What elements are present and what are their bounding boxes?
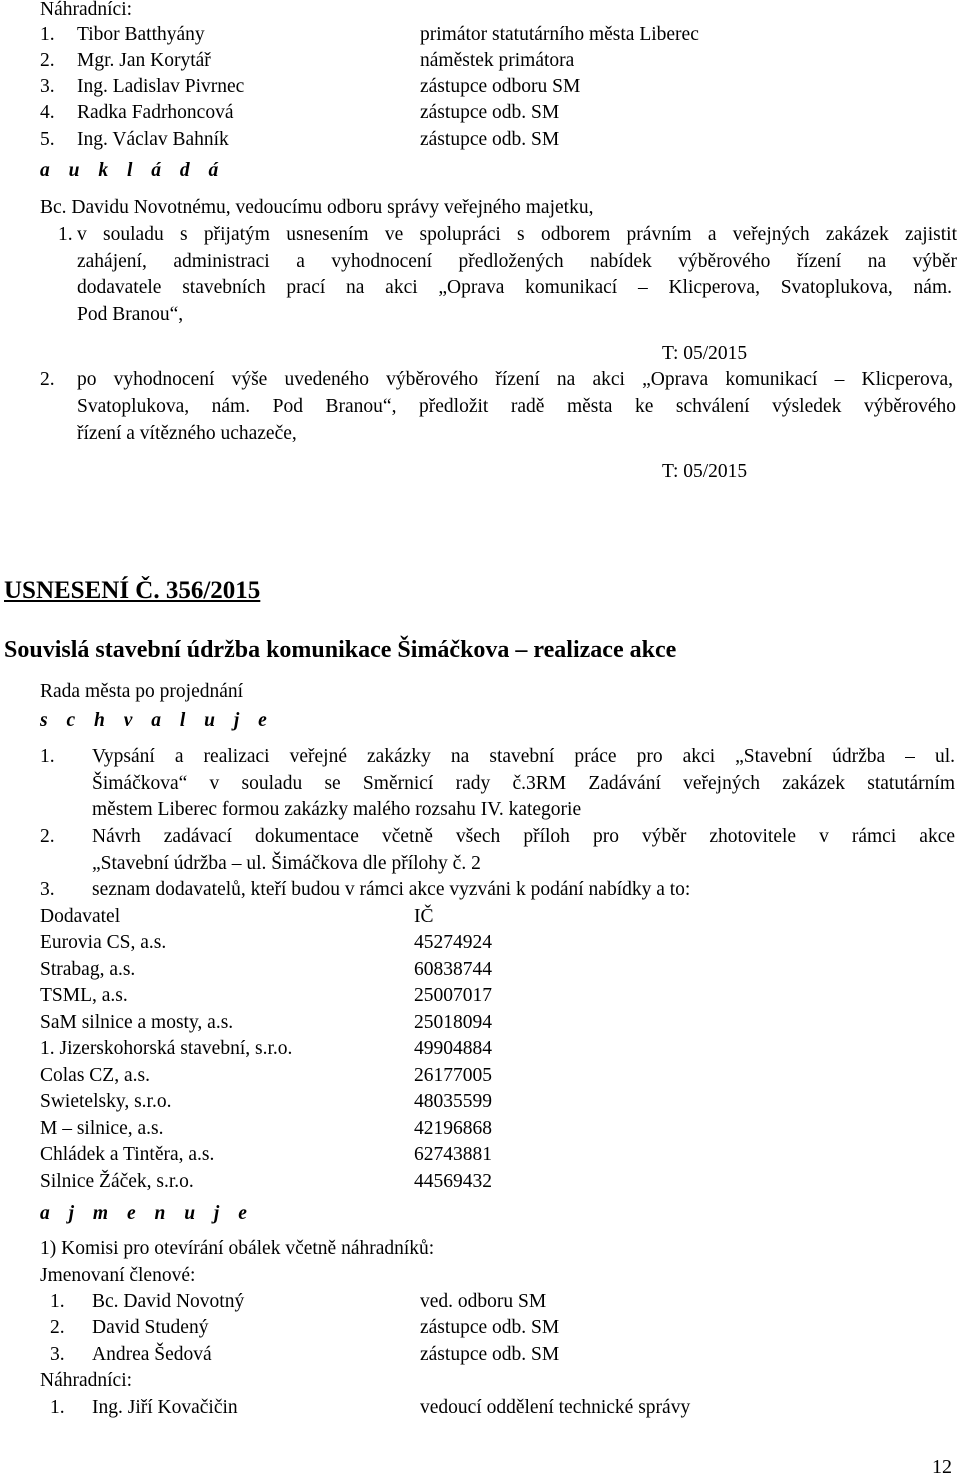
uklada-heading: a u k l á d á — [40, 160, 226, 181]
table-cell-supplier: SaM silnice a mosty, a.s. — [40, 1012, 234, 1033]
nahradnici-label: Náhradníci: — [40, 0, 133, 20]
task-text-line: Pod Branou“, — [77, 304, 184, 325]
resolution-title: USNESENÍ Č. 356/2015 — [4, 577, 261, 604]
task-text-line: řízení a vítězného uchazeče, — [77, 423, 297, 444]
addressee: Bc. Davidu Novotnému, vedoucímu odboru správy veřejného majetku, — [40, 197, 594, 218]
table-cell-ic: 48035599 — [414, 1091, 492, 1112]
table-cell-supplier: TSML, a.s. — [40, 985, 128, 1006]
resolution-intro: Rada města po projednání — [40, 681, 244, 702]
schvaluje-heading: s c h v a l u j e — [40, 710, 274, 731]
list-item-role: zástupce odb. SM — [420, 1317, 560, 1338]
list-item-name: Ing. Ladislav Pivrnec — [77, 76, 245, 97]
jmenuje-heading: a j m e n u j e — [40, 1203, 254, 1224]
task-text-line: dodavatele stavebních prací na akci „Oprava komunikací – Klicperova, Svatoplukova, nám. — [77, 277, 952, 298]
page-number: 12 — [932, 1456, 952, 1478]
item-number: 2. — [40, 826, 55, 847]
item-text-line: Vypsání a realizaci veřejné zakázky na stavební práce pro akci „Stavební údržba – ul. — [92, 746, 955, 767]
table-cell-ic: 45274924 — [414, 932, 492, 953]
list-item-number: 1. — [50, 1397, 65, 1418]
list-item-name: Andrea Šedová — [92, 1344, 212, 1365]
task-text-line: po vyhodnocení výše uvedeného výběrového řízení na akci „Oprava komunikací – Klicperova, — [77, 369, 953, 390]
nahradnici-label: Náhradníci: — [40, 1370, 133, 1391]
list-item-number: 2. — [50, 1317, 65, 1338]
table-cell-supplier: Silnice Žáček, s.r.o. — [40, 1171, 194, 1192]
task-number: 1. — [58, 224, 73, 245]
list-item-name: Bc. David Novotný — [92, 1291, 245, 1312]
item-number: 1. — [40, 746, 55, 767]
table-cell-ic: 25018094 — [414, 1012, 492, 1033]
list-item-role: zástupce odb. SM — [420, 1344, 560, 1365]
list-item-name: Radka Fadrhoncová — [77, 102, 234, 123]
table-cell-ic: 42196868 — [414, 1118, 492, 1139]
table-cell-ic: 26177005 — [414, 1065, 492, 1086]
table-cell-supplier: 1. Jizerskohorská stavební, s.r.o. — [40, 1038, 293, 1059]
resolution-subtitle: Souvislá stavební údržba komunikace Šimáčkova – realizace akce — [4, 637, 677, 663]
item-text-line: seznam dodavatelů, kteří budou v rámci akce vyzváni k podání nabídky a to: — [92, 879, 691, 900]
table-cell-supplier: Chládek a Tintěra, a.s. — [40, 1144, 215, 1165]
members-label: Jmenovaní členové: — [40, 1265, 196, 1286]
list-item-name: Tibor Batthyány — [77, 24, 205, 45]
list-item-role: vedoucí oddělení technické správy — [420, 1397, 691, 1418]
list-item-number: 2. — [40, 50, 55, 71]
list-item-number: 5. — [40, 129, 55, 150]
list-item-name: Mgr. Jan Korytář — [77, 50, 211, 71]
table-cell-ic: 25007017 — [414, 985, 492, 1006]
table-cell-supplier: M – silnice, a.s. — [40, 1118, 164, 1139]
item-text-line: Šimáčkova“ v souladu se Směrnicí rady č.3RM Zadávání veřejných zakázek statutárním — [92, 773, 955, 794]
item-number: 3. — [40, 879, 55, 900]
list-item-role: primátor statutárního města Liberec — [420, 24, 699, 45]
table-cell-supplier: Strabag, a.s. — [40, 959, 136, 980]
table-header-ic: IČ — [414, 906, 434, 927]
list-item-number: 1. — [40, 24, 55, 45]
list-item-name: Ing. Václav Bahník — [77, 129, 229, 150]
item-text-line: Návrh zadávací dokumentace včetně všech příloh pro výběr zhotovitele v rámci akce — [92, 826, 955, 847]
item-text-line: „Stavební údržba – ul. Šimáčkova dle přílohy č. 2 — [92, 853, 481, 874]
table-cell-ic: 44569432 — [414, 1171, 492, 1192]
list-item-role: ved. odboru SM — [420, 1291, 547, 1312]
table-cell-ic: 62743881 — [414, 1144, 492, 1165]
task-deadline: T: 05/2015 — [662, 343, 748, 364]
list-item-role: zástupce odboru SM — [420, 76, 581, 97]
list-item-number: 3. — [40, 76, 55, 97]
task-text-line: Svatoplukova, nám. Pod Branou“, předložit radě města ke schválení výsledek výběrového — [77, 396, 956, 417]
table-cell-ic: 60838744 — [414, 959, 492, 980]
table-cell-supplier: Swietelsky, s.r.o. — [40, 1091, 172, 1112]
list-item-role: zástupce odb. SM — [420, 129, 560, 150]
list-item-name: David Studený — [92, 1317, 209, 1338]
table-cell-supplier: Colas CZ, a.s. — [40, 1065, 150, 1086]
task-text-line: v souladu s přijatým usnesením ve spolupráci s odborem právním a veřejných zakázek zajistit — [77, 224, 957, 245]
list-item-number: 4. — [40, 102, 55, 123]
task-deadline: T: 05/2015 — [662, 461, 748, 482]
commission-title: 1) Komisi pro otevírání obálek včetně náhradníků: — [40, 1238, 435, 1259]
task-number: 2. — [40, 369, 55, 390]
list-item-role: náměstek primátora — [420, 50, 575, 71]
list-item-role: zástupce odb. SM — [420, 102, 560, 123]
table-cell-ic: 49904884 — [414, 1038, 492, 1059]
list-item-number: 3. — [50, 1344, 65, 1365]
item-text-line: městem Liberec formou zakázky malého rozsahu IV. kategorie — [92, 799, 582, 820]
list-item-number: 1. — [50, 1291, 65, 1312]
table-header-supplier: Dodavatel — [40, 906, 121, 927]
table-cell-supplier: Eurovia CS, a.s. — [40, 932, 167, 953]
task-text-line: zahájení, administraci a vyhodnocení předložených nabídek výběrového řízení na výběr — [77, 251, 957, 272]
list-item-name: Ing. Jiří Kovačičin — [92, 1397, 238, 1418]
